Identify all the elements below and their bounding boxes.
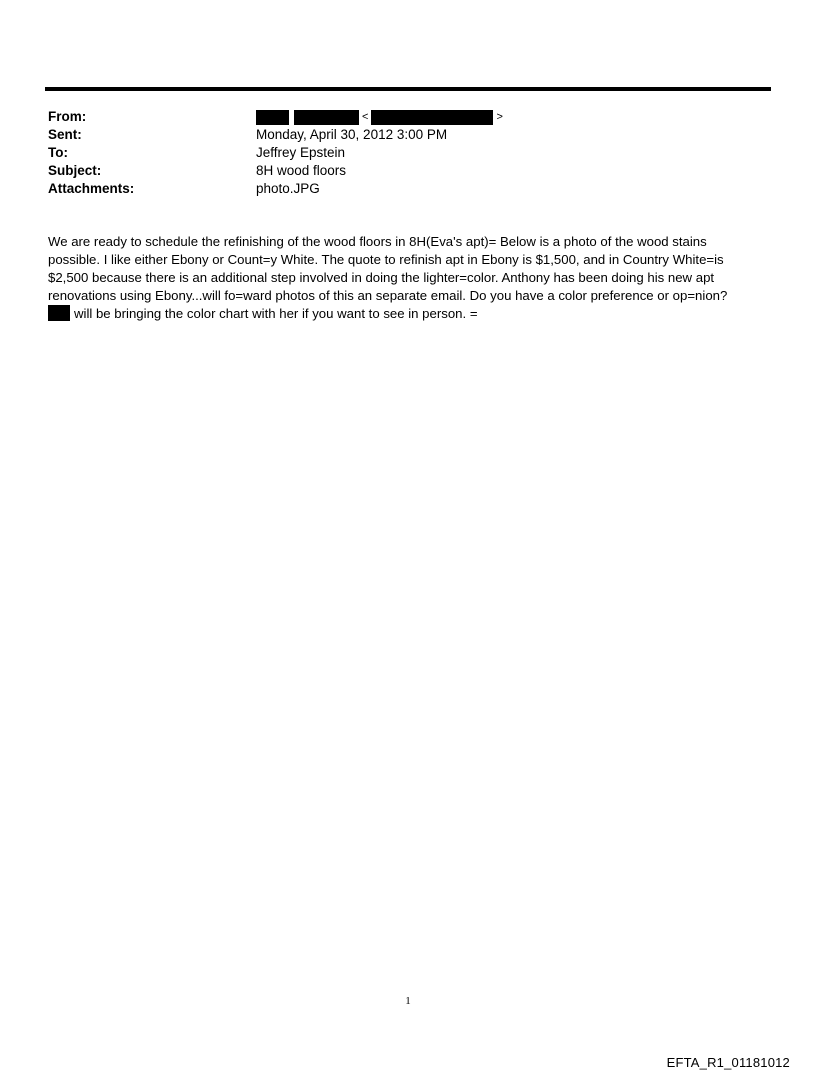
from-open-bracket: < xyxy=(362,111,369,123)
bates-number: EFTA_R1_01181012 xyxy=(666,1055,790,1070)
sent-row xyxy=(48,126,768,144)
subject-label: Subject: xyxy=(48,163,102,178)
page-number: 1 xyxy=(405,995,411,1007)
to-row xyxy=(48,144,768,162)
from-label: From: xyxy=(48,109,87,124)
header-divider xyxy=(45,87,771,91)
email-header xyxy=(48,108,768,198)
to-label: To: xyxy=(48,145,68,160)
redaction-block xyxy=(294,110,359,125)
redaction-block xyxy=(48,305,70,321)
sent-label: Sent: xyxy=(48,127,82,142)
subject-row xyxy=(48,162,768,180)
subject-value: 8H wood floors xyxy=(256,163,347,178)
redaction-block xyxy=(256,110,289,125)
email-body xyxy=(48,233,768,323)
from-row xyxy=(48,108,768,126)
to-value: Jeffrey Epstein xyxy=(256,145,346,160)
body-last-line xyxy=(48,305,768,323)
attachments-value[interactable]: photo.JPG xyxy=(256,181,320,196)
sent-value: Monday, April 30, 2012 3:00 PM xyxy=(256,127,448,142)
attachments-label: Attachments: xyxy=(48,181,135,196)
from-value xyxy=(256,108,768,126)
from-close-bracket: > xyxy=(496,111,503,123)
body-paragraph: We are ready to schedule the refinishing of the wood floors in 8H(Eva's apt)= Below is a photo of the wood stains possible. I like either Ebony or Count=y White. The quote to refinish apt in Ebony is $1,500, and in Country White=is $2,500 because there is an additional step involved in doing the lighter=color. Anthony has been doing his new apt renovations using Ebony...will fo=ward photos of this an separate email. Do you have a color preference or op=nion? xyxy=(48,234,728,303)
attachments-row xyxy=(48,180,768,198)
body-last-line-text: will be bringing the color chart with her if you want to see in person. = xyxy=(74,306,478,321)
redaction-block xyxy=(371,110,493,125)
